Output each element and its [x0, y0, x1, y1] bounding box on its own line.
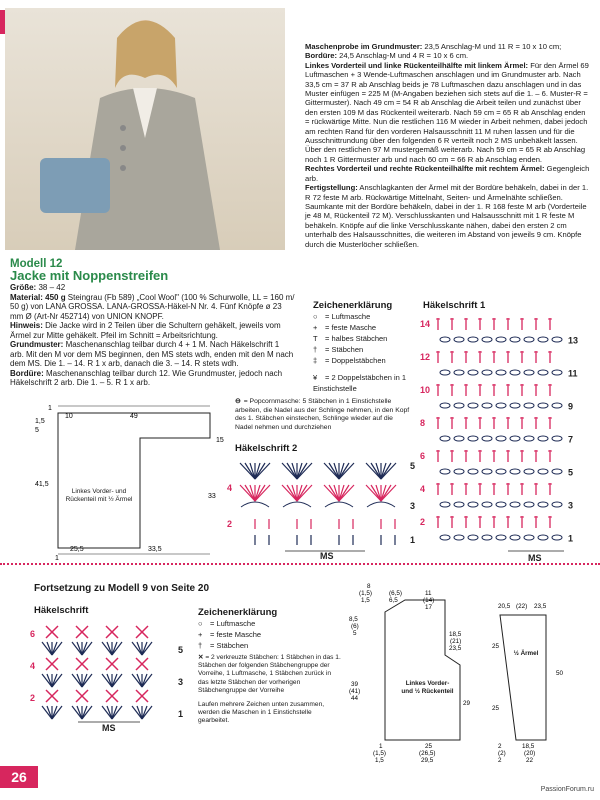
fan-stitch [142, 642, 152, 655]
row-label: 3 [568, 500, 574, 511]
row-label: 1 [178, 709, 184, 719]
legend-2 [198, 607, 343, 726]
dim-label: 22 [526, 757, 534, 764]
chain-icon [524, 436, 534, 441]
chain-icon [552, 337, 562, 342]
dim-label: 11 [425, 590, 432, 597]
chain-icon [468, 337, 478, 342]
crossed-dc-icon: ✕ [198, 654, 206, 661]
fan-stitch [42, 706, 52, 719]
hdc-icon: T [313, 334, 318, 343]
chain-icon [440, 535, 450, 540]
fan-stitch [112, 642, 122, 655]
instr-para: Fertigstellung: Anschlagkanten der Ärmel mit der Bordüre behäkeln, dabei in der 1. R 72 feste M arb. Rückwärtige Mittelnaht, Seiten- und Ärmelnähte schließen. Saumkante mit der Bordüre behäkeln, dabei in der 1. R 168 feste M arb (Vorderteile je 48 M, Rückenteil 72 M). Verschlusskanten und Halsausschnitt mit 1 R feste M behäkeln. Knöpfe auf die linke Verschlusskante nähen, dabei den ersten 2 cm unterhalb des Halsausschnittes, die weiteren im Abstand von jeweils 9 cm. Knöpfe durch die Musterlöcher schließen. [305, 183, 589, 249]
chain-icon [482, 535, 492, 540]
row-label: 3 [410, 501, 416, 511]
chain-arc [367, 502, 395, 507]
chain-icon [524, 469, 534, 474]
dim-label: 39 [351, 681, 359, 688]
dim-label: 15 [216, 437, 224, 444]
chain-arc [241, 502, 269, 507]
fan-stitch [287, 463, 297, 479]
fan-stitch [102, 642, 112, 655]
dim-label: 18,5 [522, 743, 535, 750]
fan-stitch [102, 706, 112, 719]
schematic-front [345, 580, 473, 770]
fan-stitch [42, 642, 52, 655]
ms-label: MS [102, 723, 116, 733]
dim-label: (1,5) [359, 590, 372, 597]
chain-arc [325, 502, 353, 507]
chain-icon [496, 535, 506, 540]
fan-stitch [112, 674, 122, 687]
fan-stitch [82, 706, 92, 719]
chain-icon [454, 469, 464, 474]
crochet-chart-3 [28, 620, 198, 735]
chain-icon [552, 502, 562, 507]
divider [0, 563, 600, 565]
chain-icon [482, 403, 492, 408]
legend-note: Laufen mehrere Zeichen unten zusammen, werden die Maschen in 1 Einstichstelle gearbeitet. [198, 701, 325, 725]
row-label: 4 [420, 484, 426, 494]
chain-icon [552, 535, 562, 540]
instr-para: Bordüre: 24,5 Anschlag-M und 4 R = 10 x 6 cm. [305, 51, 469, 61]
dim-label: 29,5 [421, 757, 434, 764]
chain-icon [524, 502, 534, 507]
chain-icon [440, 502, 450, 507]
chain-icon [538, 337, 548, 342]
row-label: 2 [227, 519, 233, 529]
row-label: 5 [410, 461, 416, 471]
fan-stitch [72, 706, 82, 719]
site-watermark: PassionForum.ru [540, 786, 594, 793]
model-number: Modell 12 [10, 258, 63, 270]
fan-stitch [112, 706, 122, 719]
fan-stitch [132, 674, 142, 687]
legend-item: T = halbes Stäbchen [313, 334, 388, 343]
fan-stitch [82, 642, 92, 655]
row-label: 10 [420, 385, 431, 395]
dim-label: (1,5) [373, 750, 386, 757]
chain-icon [524, 535, 534, 540]
row-label: 6 [30, 629, 36, 639]
legend-item: ○ = Luftmasche [198, 619, 256, 628]
chain-icon [468, 436, 478, 441]
dim-label: 1,5 [375, 757, 384, 764]
chain-icon [510, 502, 520, 507]
dim-label: 50 [556, 670, 564, 677]
row-label: 9 [568, 401, 574, 412]
fan-stitch [72, 642, 82, 655]
spec-line: Grundmuster: Maschenanschlag teilbar durch 4 + 1 M. Nach Häkelschrift 1 arb. Mit den M vor dem MS beginnen, den MS stets wdh, enden mit den M nach dem MS. Die 1. – 14. R 1 x arb, danach die 3. – 14. R stets wdh. [10, 340, 294, 368]
chain-icon [482, 337, 492, 342]
double-tr-icon: ¥ [313, 373, 318, 382]
dc-icon: † [313, 345, 318, 354]
row-label: 14 [420, 319, 431, 329]
model-title: Jacke mit Noppenstreifen [10, 268, 169, 283]
row-label: 1 [410, 535, 416, 545]
fan-stitch [52, 642, 62, 655]
dim-label: (14) [423, 597, 435, 604]
dim-label: 41,5 [35, 481, 49, 488]
dim-label: 1,5 [35, 418, 45, 425]
chain-icon [510, 403, 520, 408]
chain-icon [552, 403, 562, 408]
dim-label: 25 [425, 743, 433, 750]
ms-label: MS [320, 551, 334, 561]
chain-icon [524, 337, 534, 342]
row-label: 1 [568, 533, 574, 544]
instr-para: Rechtes Vorderteil und rechte Rückenteilhälfte mit rechtem Ärmel: Gegengleich arb. [305, 164, 590, 183]
dim-label: 1,5 [361, 597, 370, 604]
chain-icon [440, 469, 450, 474]
legend-item: ○ = Luftmasche [313, 312, 371, 321]
model-specs [10, 283, 295, 388]
dim-label: 23,5 [534, 603, 547, 610]
dim-label: 6,5 [389, 597, 398, 604]
fan-stitch [72, 674, 82, 687]
row-label: 7 [568, 434, 574, 445]
dim-label: 23,5 [449, 645, 462, 652]
chain-icon [538, 535, 548, 540]
fan-stitch [132, 642, 142, 655]
dim-label: 1 [55, 555, 59, 562]
instr-para: Maschenprobe im Grundmuster: 23,5 Anschlag-M und 11 R = 10 x 10 cm; [305, 42, 562, 51]
instr-para: Linkes Vorderteil und linke Rückenteilhälfte mit linkem Ärmel: Für den Ärmel 69 Luftmaschen + 3 Wende-Luftmaschen anschlagen und im Grundmuster arb. Nach 33,5 cm = 37 R ab Anschlag beids je 78 Luftmaschen dazu anschlagen und in das Muster einfügen = 225 M (M-Angaben beziehen sich stets auf die 1. – 6. Muster-R = Gittermuster). Nach 49 cm = 54 R ab Anschlag die Arbeit teilen und zunächst über den ersten 109 M das Rückenteil weiterarb. Nach 59 cm = 65 R ab Anschlag enden = rückwärtige Mitte. Nun die restlichen 116 M wieder in Arbeit nehmen, dabei jedoch am rechten Rand für den vorderen Halsausschnitt 11 M ruhen lassen und für die Ausschnittrundung über den folgenden 6 R verteilt noch 2 MS unbehäkelt lassen. Über den restlichen 97 M mustergemäß weiterarb. Nach 59 cm = 65 R ab Anschlag noch 1 R Gittermuster arb und nach 60 cm = 66 R ab Anschlag enden. [305, 60, 589, 164]
chain-icon [482, 370, 492, 375]
legend-item: ✕ = 2 verkreuzte Stäbchen: 1 Stäbchen in das 1. Stäbchen der folgenden Stäbchengruppe der Vorreihe, 1 Luftmasche, 1 Stäbchen zurück in das letzte Stäbchen der vorherigen Stäbchengruppe der Vorreihe [198, 654, 341, 694]
dim-label: (21) [450, 638, 462, 645]
chain-icon [538, 370, 548, 375]
chain-icon [440, 436, 450, 441]
chain-icon [468, 403, 478, 408]
model-photo [5, 8, 285, 250]
fan-stitch [245, 485, 255, 501]
chain-icon [454, 502, 464, 507]
legend-item: † = Stäbchen [198, 641, 249, 650]
row-label: 12 [420, 352, 431, 362]
page-number: 26 [0, 766, 38, 788]
legend-item: + = feste Masche [198, 630, 262, 639]
dim-label: 5 [35, 427, 39, 434]
chain-icon [538, 502, 548, 507]
dim-label: 2 [498, 743, 502, 750]
fan-stitch [287, 485, 297, 501]
dim-label: (6,5) [389, 590, 402, 597]
dim-label: 17 [425, 604, 433, 611]
dim-label: 49 [130, 413, 138, 420]
chain-icon [482, 502, 492, 507]
row-label: 8 [420, 418, 426, 428]
chain-icon [552, 370, 562, 375]
fan-stitch [52, 674, 62, 687]
row-label: 6 [420, 451, 426, 461]
dim-label: 8,5 [349, 616, 358, 623]
sc-icon: + [198, 630, 203, 639]
dim-label: 33 [208, 493, 216, 500]
fan-stitch [42, 674, 52, 687]
row-label: 4 [227, 483, 233, 493]
dim-label: 25 [492, 705, 500, 712]
piece-label: Linkes Vorder- und ½ Rückenteil [401, 680, 454, 695]
dim-label: 25 [492, 643, 500, 650]
chain-icon [468, 370, 478, 375]
chain-icon [440, 370, 450, 375]
legend-item: + = feste Masche [313, 323, 377, 332]
row-label: 5 [178, 645, 184, 655]
crochet-chart-1 [418, 312, 594, 562]
fan-stitch [329, 463, 339, 479]
dim-label: 8 [367, 583, 371, 590]
dim-label: 5 [353, 630, 357, 637]
dim-label: 44 [351, 695, 359, 702]
spec-line: Material: 450 g Steingrau (Fb 589) „Cool Wool" (100 % Schurwolle, LL = 160 m/ 50 g) von LANA GROSSA. LANA-GROSSA-Häkel-N Nr. 4. Fünf Knöpfe ø 23 mm Ø (Art-Nr 452714) von UNION KNOPF. [10, 292, 295, 321]
chain-icon [454, 535, 464, 540]
chain-icon [552, 469, 562, 474]
chart2-title: Häkelschrift 2 [235, 443, 298, 454]
fan-stitch [371, 463, 381, 479]
chain-icon [440, 337, 450, 342]
chain-icon [496, 436, 506, 441]
dim-label: 20,5 [498, 603, 511, 610]
fan-stitch [52, 706, 62, 719]
fan-stitch [245, 463, 255, 479]
dim-label: 2 [498, 757, 502, 764]
chain-icon [482, 436, 492, 441]
legend-item: ‡ = Doppelstäbchen [313, 356, 386, 365]
chain-icon [496, 337, 506, 342]
fan-stitch [102, 674, 112, 687]
dim-label: (41) [349, 688, 361, 695]
chart1-title: Häkelschrift 1 [423, 300, 486, 311]
chain-icon [496, 502, 506, 507]
dim-label: (22) [516, 603, 528, 610]
row-label: 4 [30, 661, 36, 671]
row-label: 13 [568, 335, 579, 346]
instructions [305, 42, 592, 249]
popcorn-icon: ⊖ [235, 398, 241, 405]
chain-arc [283, 502, 311, 507]
chain-icon [468, 502, 478, 507]
fan-stitch [142, 706, 152, 719]
spec-line: Hinweis: Die Jacke wird in 2 Teilen über die Schultern gehäkelt, jeweils vom Ärmel zur Mitte gehäkelt. Pfeil im Schnitt = Arbeitsrichtung. [10, 321, 281, 340]
crochet-chart-2 [225, 455, 420, 560]
schematic-sleeve [478, 600, 578, 770]
chain-icon [454, 436, 464, 441]
chain-icon [454, 370, 464, 375]
chain-icon [468, 535, 478, 540]
chain-icon [538, 469, 548, 474]
chain-icon [454, 337, 464, 342]
chain-icon [468, 469, 478, 474]
sc-icon: + [313, 323, 318, 332]
dim-label: 10 [65, 413, 73, 420]
chain-icon [482, 469, 492, 474]
chain-icon [496, 370, 506, 375]
dim-label: 33,5 [148, 546, 162, 553]
popcorn-legend: ⊖ = Popcornmasche: 5 Stäbchen in 1 Einstichstelle arbeiten, die Nadel aus der Schlinge nehmen, in den Kopf des 1. Stäbchen einstechen, Schlinge wieder auf die Nadel nehmen und durchziehen [235, 398, 410, 431]
row-label: 3 [178, 677, 184, 687]
row-label: 11 [568, 368, 578, 379]
dim-label: (6) [351, 623, 359, 630]
chain-icon [510, 436, 520, 441]
ms-label: MS [528, 553, 542, 563]
dim-label: (20) [524, 750, 536, 757]
legend-item: ¥ = 2 Doppelstäbchen in 1 Einstichstelle [313, 373, 407, 393]
chain-icon [552, 436, 562, 441]
chain-icon: ○ [313, 312, 318, 321]
chain-icon [510, 535, 520, 540]
spec-line: Größe: 38 – 42 [10, 283, 66, 292]
fan-stitch [329, 485, 339, 501]
chain-icon [454, 403, 464, 408]
dim-label: (2) [498, 750, 506, 757]
chain-icon [496, 469, 506, 474]
dim-label: 1 [48, 405, 52, 412]
chart3-title: Häkelschrift [34, 605, 89, 616]
chain-icon [496, 403, 506, 408]
chain-icon: ○ [198, 619, 203, 628]
chain-icon [510, 469, 520, 474]
dim-label: 29 [463, 700, 471, 707]
tr-icon: ‡ [313, 356, 318, 365]
row-label: 5 [568, 467, 574, 478]
fan-stitch [82, 674, 92, 687]
continuation-title: Fortsetzung zu Modell 9 von Seite 20 [34, 583, 210, 594]
chain-icon [524, 370, 534, 375]
legend-1 [313, 300, 423, 394]
dim-label: (26,5) [419, 750, 436, 757]
chain-icon [538, 403, 548, 408]
spec-line: Bordüre: Maschenanschlag teilbar durch 12. Wie Grundmuster, jedoch nach Häkelschrift 2 arb. Die 1. – 5. R 1 x arb. [10, 368, 283, 387]
dc-icon: † [198, 641, 203, 650]
row-label: 2 [420, 517, 426, 527]
row-label: 2 [30, 693, 36, 703]
chain-icon [510, 337, 520, 342]
piece-label: Linkes Vorder- und Rückenteil mit ½ Ärmel [65, 488, 133, 503]
chain-icon [510, 370, 520, 375]
schematic-jacket [30, 398, 235, 562]
piece-label: ½ Ärmel [513, 650, 539, 657]
dim-label: 18,5 [449, 631, 462, 638]
legend-title: Zeichenerklärung [313, 300, 393, 311]
legend-item: † = Stäbchen [313, 345, 364, 354]
fan-stitch [132, 706, 142, 719]
chain-icon [524, 403, 534, 408]
legend-title: Zeichenerklärung [198, 607, 278, 618]
fan-stitch [142, 674, 152, 687]
chain-icon [538, 436, 548, 441]
dim-label: 1 [379, 743, 383, 750]
chain-icon [440, 403, 450, 408]
fan-stitch [371, 485, 381, 501]
dim-label: 25,5 [70, 546, 84, 553]
